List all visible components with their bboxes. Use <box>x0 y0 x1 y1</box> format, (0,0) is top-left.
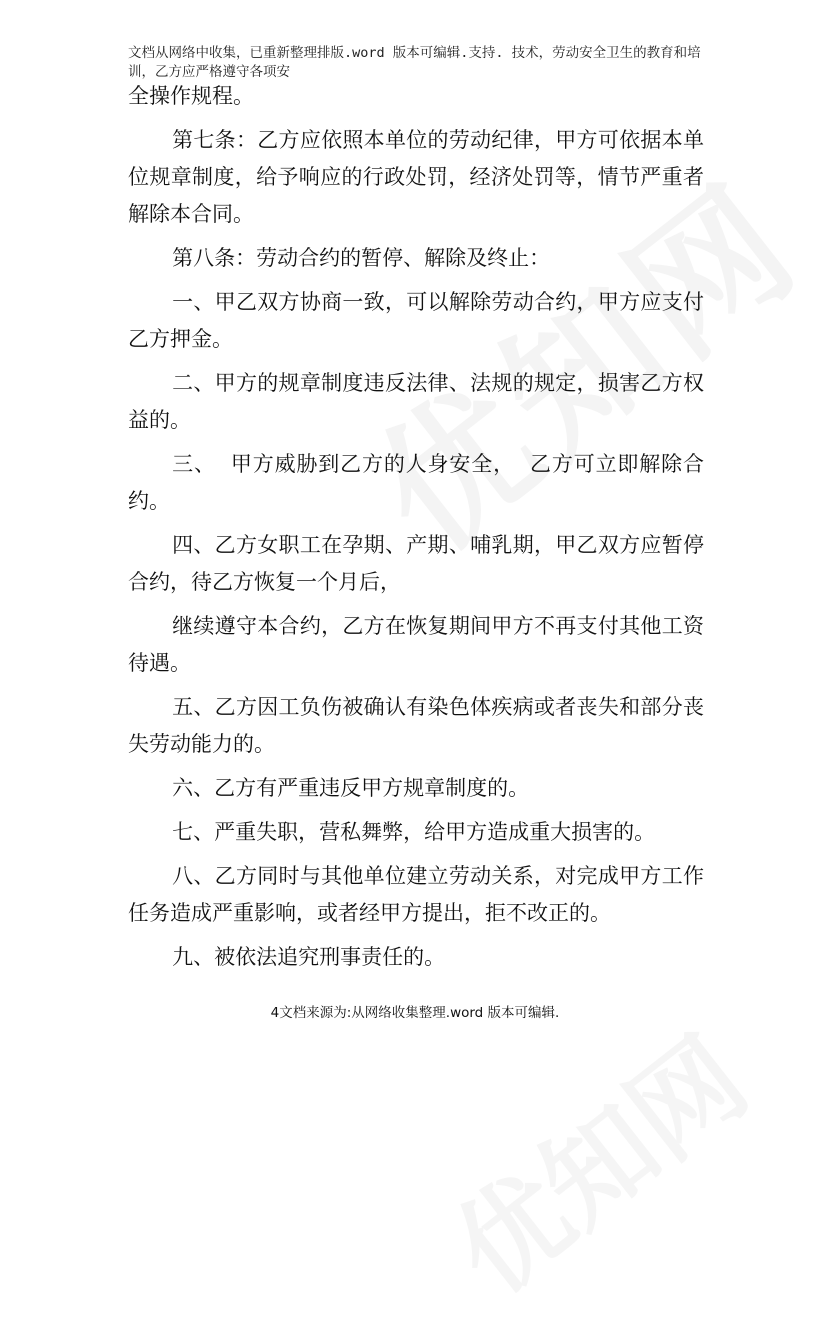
list-item-8: 八、乙方同时与其他单位建立劳动关系，对完成甲方工作任务造成严重影响，或者经甲方提出，拒不改正的。 <box>128 864 704 925</box>
list-item-5: 五、乙方因工负伤被确认有染色体疾病或者丧失和部分丧失劳动能力的。 <box>128 695 704 756</box>
list-item-1: 一、甲乙双方协商一致，可以解除劳动合约，甲方应支付乙方押金。 <box>128 290 704 351</box>
watermark-lower <box>416 995 773 1323</box>
list-item-6: 六、乙方有严重违反甲方规章制度的。 <box>172 776 530 800</box>
header-note: 文档从网络中收集，已重新整理排版.word 版本可编辑.支持. 技术，劳动安全卫生的教育和培训，乙方应严格遵守各项安 <box>128 45 701 80</box>
list-item-3: 三、 甲方威胁到乙方的人身安全， 乙方可立即解除合约。 <box>128 452 704 513</box>
list-item-9: 九、被依法追究刑事责任的。 <box>172 945 446 969</box>
paragraph-article-7: 第七条：乙方应依照本单位的劳动纪律，甲方可依据本单位规章制度，给予响应的行政处罚，经济处罚等，情节严重者解除本合同。 <box>128 128 704 226</box>
list-item-2: 二、甲方的规章制度违反法律、法规的规定，损害乙方权益的。 <box>128 371 704 432</box>
list-item-7: 七、严重失职，营私舞弊，给甲方造成重大损害的。 <box>172 820 656 844</box>
paragraph-article-8: 第八条：劳动合约的暂停、解除及终止： <box>172 246 551 270</box>
document-body <box>128 78 704 983</box>
list-item-4-continued: 继续遵守本合约，乙方在恢复期间甲方不再支付其他工资待遇。 <box>128 614 704 675</box>
list-item-4: 四、乙方女职工在孕期、产期、哺乳期，甲乙双方应暂停合约，待乙方恢复一个月后， <box>128 533 704 594</box>
paragraph-continuation: 全操作规程。 <box>128 84 254 108</box>
page-footer: 4文档来源为:从网络收集整理.word 版本可编辑. <box>270 1005 560 1021</box>
